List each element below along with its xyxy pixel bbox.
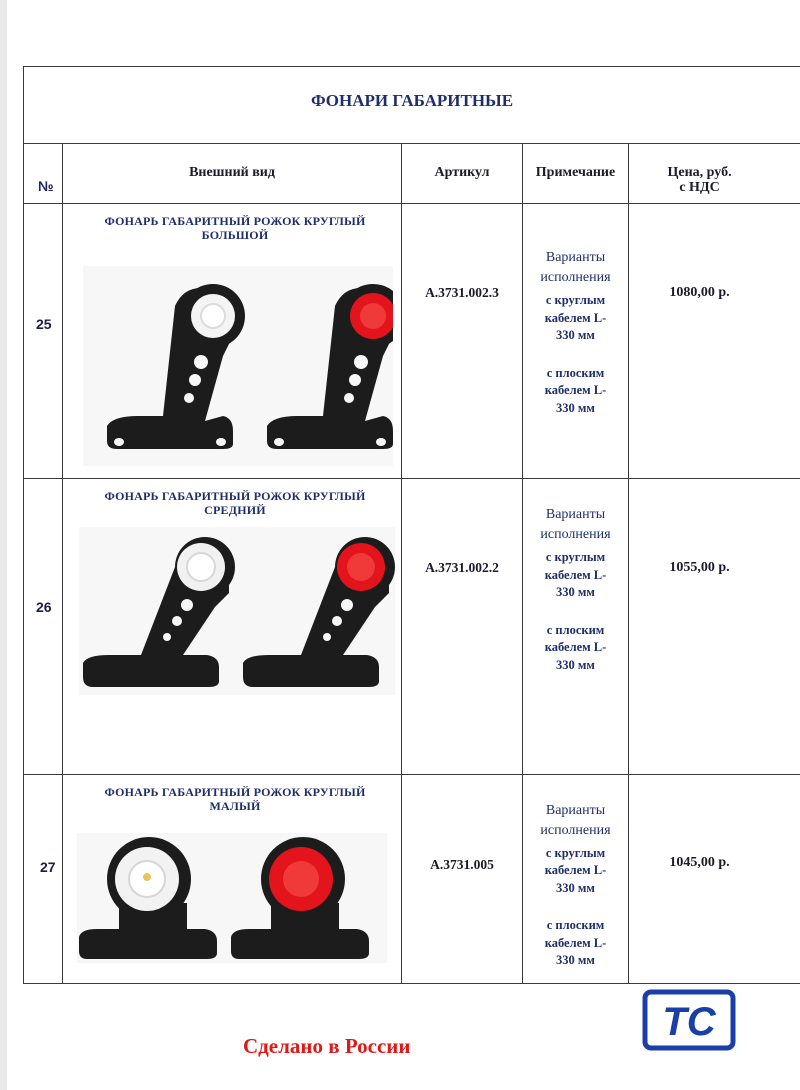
header-num-cell xyxy=(24,144,63,204)
opt2-line3: 330 мм xyxy=(556,657,595,672)
price-value: 1080,00 р. xyxy=(669,285,730,301)
opt2-line1: с плоским xyxy=(546,918,605,933)
header-appearance: Внешний вид xyxy=(189,165,275,181)
header-note: Примечание xyxy=(535,165,616,181)
row-article-cell xyxy=(402,204,523,479)
price-table xyxy=(23,66,800,984)
option-round-cable xyxy=(523,845,628,898)
opt1-line1: с круглым xyxy=(545,550,606,565)
note-text xyxy=(523,801,628,970)
table-row xyxy=(24,774,800,983)
header-price-cell xyxy=(629,144,800,204)
row-num-cell xyxy=(24,204,63,479)
product-name-line2: БОЛЬШОЙ xyxy=(201,228,269,243)
row-num-cell xyxy=(24,774,63,983)
note-text xyxy=(523,248,628,417)
opt1-line2: кабелем L- xyxy=(544,310,607,325)
row-article-cell xyxy=(402,774,523,983)
article-code: А.3731.005 xyxy=(430,856,494,872)
table-row xyxy=(24,204,800,479)
product-name-line1: ФОНАРЬ ГАБАРИТНЫЙ РОЖОК КРУГЛЫЙ xyxy=(104,214,366,229)
header-price xyxy=(599,165,800,195)
opt1-line2: кабелем L- xyxy=(544,567,607,582)
product-photo-small xyxy=(77,833,387,963)
price-value: 1055,00 р. xyxy=(669,560,730,576)
product-name-line2: МАЛЫЙ xyxy=(209,798,261,813)
header-article-cell xyxy=(402,144,523,204)
row-appearance-cell xyxy=(63,204,402,479)
table-header-row xyxy=(24,144,800,204)
product-name-line2: СРЕДНИЙ xyxy=(204,503,266,518)
note-title-line2: исполнения xyxy=(540,527,611,543)
opt1-line3: 330 мм xyxy=(556,328,595,343)
article-code: А.3731.002.3 xyxy=(425,285,499,301)
product-name-line1: ФОНАРЬ ГАБАРИТНЫЙ РОЖОК КРУГЛЫЙ xyxy=(104,784,366,799)
tc-logo xyxy=(642,989,736,1051)
row-note-cell xyxy=(523,774,629,983)
header-price-line1: Цена, руб. xyxy=(667,165,732,181)
note-title-line1: Варианты xyxy=(545,250,606,266)
opt2-line3: 330 мм xyxy=(556,400,595,415)
table-row xyxy=(24,479,800,774)
tc-logo-text: TC xyxy=(662,1000,716,1044)
opt2-line1: с плоским xyxy=(546,622,605,637)
product-name xyxy=(81,489,389,517)
page-edge xyxy=(0,0,7,1090)
note-title-line1: Варианты xyxy=(545,802,606,818)
opt2-line2: кабелем L- xyxy=(544,640,607,655)
row-number: 26 xyxy=(36,599,52,616)
price-value: 1045,00 р. xyxy=(669,854,730,870)
article-code: А.3731.002.2 xyxy=(425,560,499,576)
opt2-line1: с плоским xyxy=(546,365,605,380)
row-number: 27 xyxy=(40,858,56,875)
option-flat-cable xyxy=(523,365,628,418)
header-price-line2: с НДС xyxy=(679,180,720,196)
note-text xyxy=(523,505,628,674)
opt1-line3: 330 мм xyxy=(556,880,595,895)
row-article-cell xyxy=(402,479,523,774)
note-title-line1: Варианты xyxy=(545,507,606,523)
row-price-cell xyxy=(629,774,800,983)
product-photo-large xyxy=(83,266,393,466)
row-price-cell xyxy=(629,479,800,774)
product-name xyxy=(81,214,389,242)
row-number: 25 xyxy=(36,316,52,333)
opt1-line1: с круглым xyxy=(545,293,606,308)
table-title: ФОНАРИ ГАБАРИТНЫЕ xyxy=(310,91,514,110)
table-title-cell xyxy=(24,67,800,144)
row-note-cell xyxy=(523,479,629,774)
header-appearance-cell xyxy=(63,144,402,204)
opt2-line2: кабелем L- xyxy=(544,935,607,950)
row-appearance-cell xyxy=(63,479,402,774)
opt2-line3: 330 мм xyxy=(556,953,595,968)
row-appearance-cell xyxy=(63,774,402,983)
row-price-cell xyxy=(629,204,800,479)
opt1-line3: 330 мм xyxy=(556,585,595,600)
header-num: № xyxy=(38,178,54,195)
made-in-russia-label: Сделано в России xyxy=(243,1034,411,1058)
option-flat-cable xyxy=(523,917,628,970)
opt1-line1: с круглым xyxy=(545,845,606,860)
opt1-line2: кабелем L- xyxy=(544,863,607,878)
row-num-cell xyxy=(24,479,63,774)
note-title-line2: исполнения xyxy=(540,822,611,838)
product-name-line1: ФОНАРЬ ГАБАРИТНЫЙ РОЖОК КРУГЛЫЙ xyxy=(104,489,366,504)
row-note-cell xyxy=(523,204,629,479)
product-photo-medium xyxy=(79,527,395,695)
header-article: Артикул xyxy=(434,165,490,181)
note-title-line2: исполнения xyxy=(540,270,611,286)
opt2-line2: кабелем L- xyxy=(544,383,607,398)
option-flat-cable xyxy=(523,622,628,675)
product-name xyxy=(81,785,389,813)
